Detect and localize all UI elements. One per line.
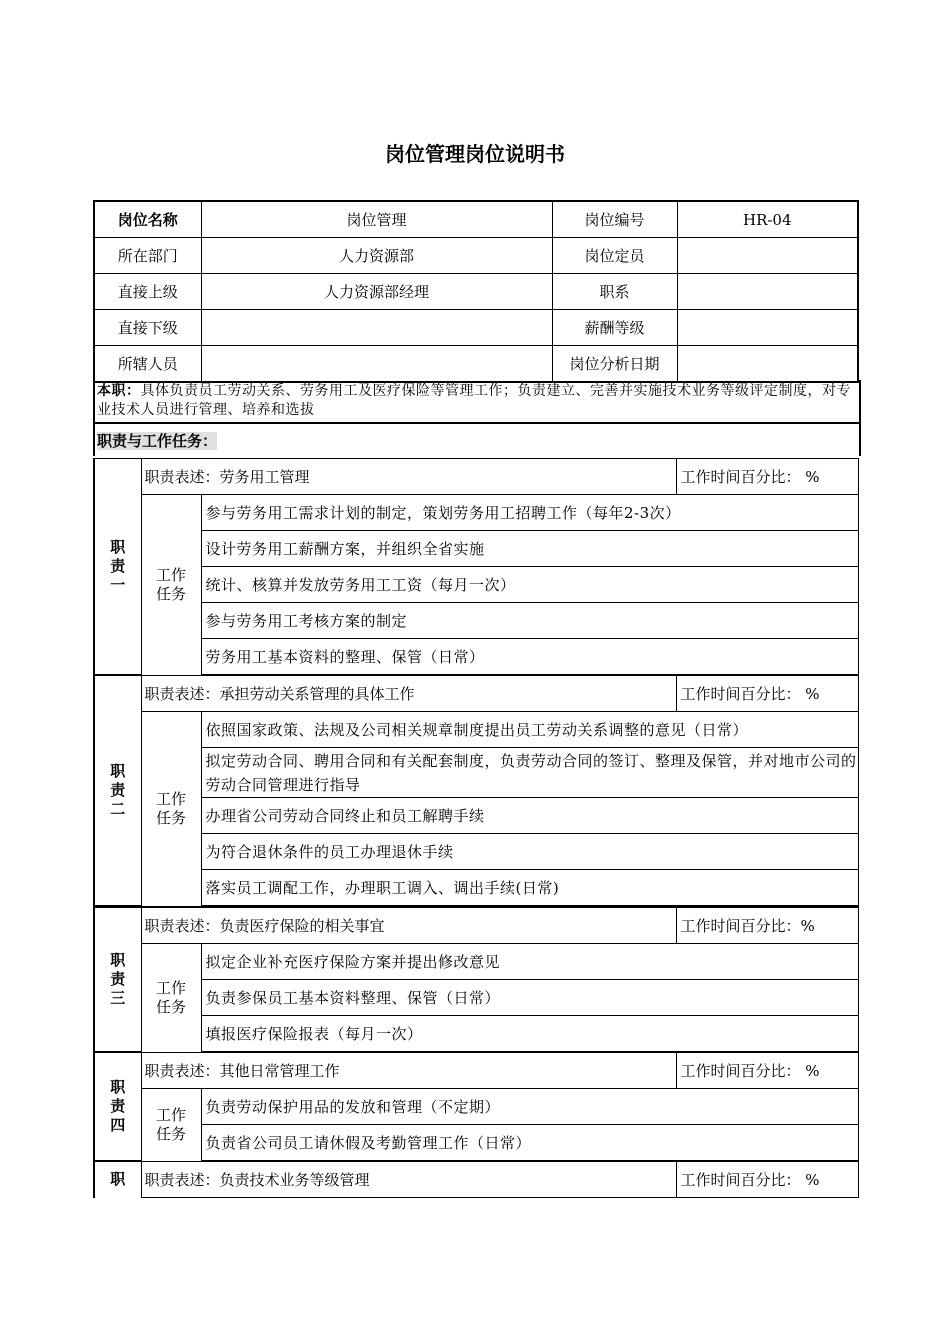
task-item: 负责参保员工基本资料整理、保管（日常）: [201, 980, 858, 1016]
info-value: [677, 346, 858, 383]
duty-description: 职责表述：劳务用工管理: [141, 459, 676, 495]
info-row: [94, 274, 858, 310]
info-value: [677, 238, 858, 274]
job-summary-text: 具体负责员工劳动关系、劳务用工及医疗保险等管理工作；负责建立、完善并实施技术业务等级评定制度，对专业技术人员进行管理、培养和选拔: [97, 383, 851, 418]
task-item: 落实员工调配工作，办理职工调入、调出手续(日常): [201, 870, 858, 907]
page-title: 岗位管理岗位说明书: [385, 142, 565, 166]
info-label: 岗位编号: [552, 201, 677, 238]
task-item: 负责劳动保护用品的发放和管理（不定期）: [201, 1089, 858, 1125]
position-info-table: [93, 200, 859, 383]
info-value: [201, 346, 552, 383]
info-label: 岗位定员: [552, 238, 677, 274]
duty-description: 职责表述：负责技术业务等级管理: [141, 1162, 676, 1198]
time-percentage: 工作时间百分比： %: [676, 459, 858, 495]
info-row: [94, 346, 858, 383]
info-row: [94, 310, 858, 346]
task-item: 拟定企业补充医疗保险方案并提出修改意见: [201, 944, 858, 980]
info-label: 直接上级: [94, 274, 201, 310]
duty-block-1: [93, 458, 859, 676]
task-item: 参与劳务用工需求计划的制定，策划劳务用工招聘工作（每年2-3次）: [201, 495, 858, 531]
task-item: 设计劳务用工薪酬方案，并组织全省实施: [201, 531, 858, 567]
info-label: 岗位名称: [94, 201, 201, 238]
info-value: 岗位管理: [201, 201, 552, 238]
task-label: 工作 任务: [141, 495, 201, 676]
info-label: 薪酬等级: [552, 310, 677, 346]
task-item: 为符合退休条件的员工办理退休手续: [201, 834, 858, 870]
task-item: 负责省公司员工请休假及考勤管理工作（日常）: [201, 1125, 858, 1162]
info-value: [677, 274, 858, 310]
info-value: [201, 310, 552, 346]
task-item: 填报医疗保险报表（每月一次）: [201, 1016, 858, 1053]
task-item: 拟定劳动合同、聘用合同和有关配套制度，负责劳动合同的签订、整理及保管，并对地市公司的劳动合同管理进行指导: [201, 748, 858, 798]
task-item: 参与劳务用工考核方案的制定: [201, 603, 858, 639]
info-label: 所辖人员: [94, 346, 201, 383]
info-label: 岗位分析日期: [552, 346, 677, 383]
task-item: 劳务用工基本资料的整理、保管（日常）: [201, 639, 858, 676]
task-item: 办理省公司劳动合同终止和员工解聘手续: [201, 798, 858, 834]
duty-block-3: [93, 907, 859, 1053]
info-value: HR-04: [677, 201, 858, 238]
duty-description: 职责表述：其他日常管理工作: [141, 1053, 676, 1089]
info-value: [677, 310, 858, 346]
duty-side-label: 职 责 三: [94, 908, 141, 1053]
duty-side-label: 职 责 一: [94, 459, 141, 676]
task-label: 工作 任务: [141, 944, 201, 1053]
duty-side-label: 职 责 四: [94, 1053, 141, 1162]
time-percentage: 工作时间百分比： %: [676, 1053, 858, 1089]
info-label: 职系: [552, 274, 677, 310]
duty-block-4: [93, 1052, 859, 1162]
task-label: 工作 任务: [141, 1089, 201, 1162]
duty-description: 职责表述：承担劳动关系管理的具体工作: [141, 676, 676, 712]
info-value: 人力资源部: [201, 238, 552, 274]
responsibilities-heading: [93, 423, 861, 456]
info-row: [94, 238, 858, 274]
info-value: 人力资源部经理: [201, 274, 552, 310]
time-percentage: 工作时间百分比：%: [676, 908, 858, 944]
info-row: [94, 201, 858, 238]
duty-description: 职责表述：负责医疗保险的相关事宜: [141, 908, 676, 944]
info-label: 直接下级: [94, 310, 201, 346]
job-summary: [93, 380, 861, 424]
time-percentage: 工作时间百分比： %: [676, 676, 858, 712]
task-item: 统计、核算并发放劳务用工工资（每月一次）: [201, 567, 858, 603]
task-label: 工作 任务: [141, 712, 201, 907]
job-summary-label: 本职：: [97, 383, 141, 399]
time-percentage: 工作时间百分比： %: [676, 1162, 858, 1198]
duty-block-5: [93, 1161, 859, 1198]
duty-block-2: [93, 675, 859, 907]
responsibilities-title: 职责与工作任务：: [97, 432, 218, 450]
duty-side-label: 职: [94, 1162, 141, 1198]
task-item: 依照国家政策、法规及公司相关规章制度提出员工劳动关系调整的意见（日常）: [201, 712, 858, 748]
info-label: 所在部门: [94, 238, 201, 274]
duty-side-label: 职 责 二: [94, 676, 141, 907]
